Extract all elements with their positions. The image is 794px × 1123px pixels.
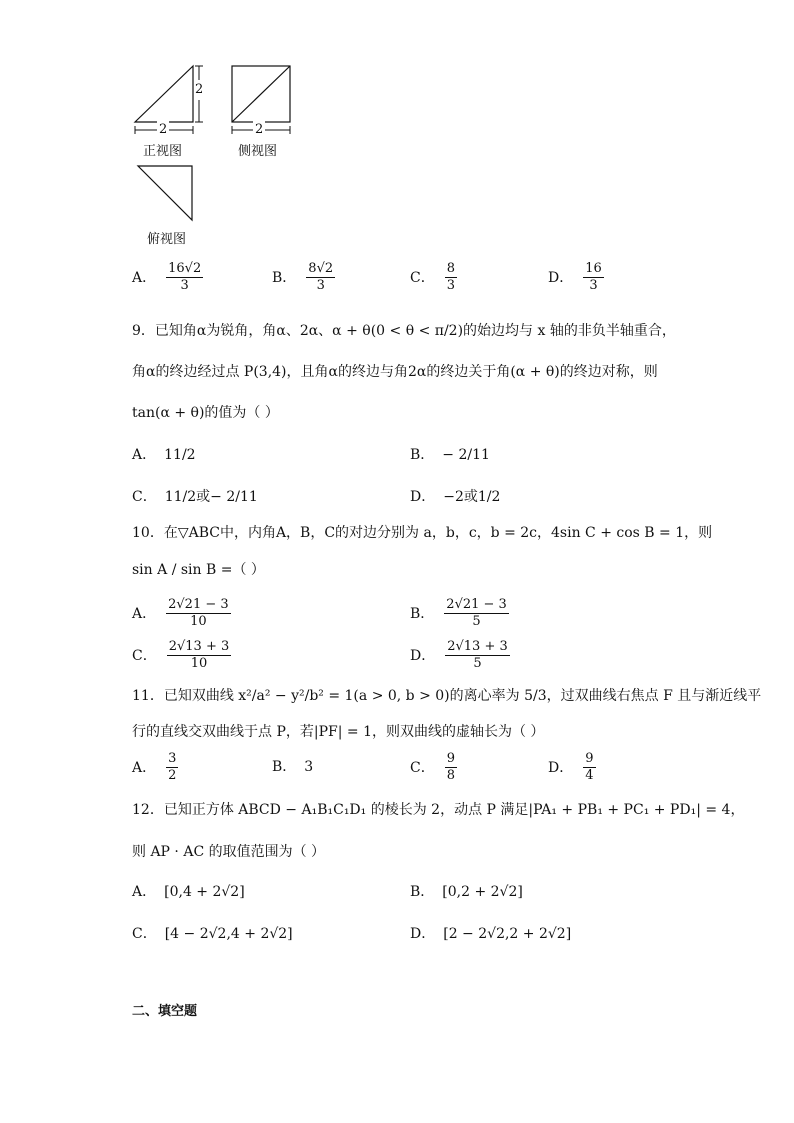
option-text: 11/2 <box>164 447 196 463</box>
q12-option-c[interactable] <box>132 924 293 944</box>
q8-option-a[interactable] <box>132 262 205 293</box>
option-label: C． <box>132 489 157 505</box>
side-view-caption: 侧视图 <box>238 144 278 159</box>
option-label: D． <box>410 926 436 942</box>
option-text: [4 − 2√2,4 + 2√2] <box>164 926 293 942</box>
option-label: B． <box>410 447 435 463</box>
option-text: 11/2或− 2/11 <box>164 489 258 505</box>
q12-option-b[interactable] <box>410 882 523 902</box>
fraction-denominator: 2 <box>168 768 177 783</box>
q9-option-c[interactable] <box>132 487 258 507</box>
option-label: C． <box>410 269 435 286</box>
option-label: D． <box>410 647 436 664</box>
q12-stem-line1: 12．已知正方体 ABCD − A₁B₁C₁D₁ 的棱长为 2，动点 P 满足|PA₁ + PB₁ + PC₁ + PD₁| = 4， <box>132 802 745 818</box>
q11-option-b[interactable] <box>272 757 313 777</box>
q11-option-a[interactable] <box>132 752 180 783</box>
q9-stem-line1: 9．已知角α为锐角，角α、2α、α + θ(0 < θ < π/2)的始边均与 x 轴的非负半轴重合， <box>132 323 676 339</box>
q10-option-b[interactable] <box>410 598 511 629</box>
q8-option-d[interactable] <box>548 262 606 293</box>
q11-stem-line2: 行的直线交双曲线于点 P，若|PF| = 1，则双曲线的虚轴长为（ ） <box>132 724 545 740</box>
option-label: C． <box>132 926 157 942</box>
option-label: A． <box>132 759 157 776</box>
front-view-caption: 正视图 <box>143 144 183 159</box>
option-text: 3 <box>304 759 314 775</box>
q11-stem-line1: 11．已知双曲线 x²/a² − y²/b² = 1(a > 0, b > 0)的离心率为 5/3，过双曲线右焦点 F 且与渐近线平 <box>132 688 762 704</box>
q11-option-c[interactable] <box>410 752 459 783</box>
q9-stem-line3: tan(α + θ)的值为（ ） <box>132 405 279 421</box>
option-label: A． <box>132 884 157 900</box>
fraction-denominator: 10 <box>190 656 208 671</box>
option-label: A． <box>132 605 157 622</box>
q10-option-d[interactable] <box>410 640 512 671</box>
front-view-figure <box>128 60 218 140</box>
q9-option-d[interactable] <box>410 487 500 507</box>
q9-option-b[interactable] <box>410 445 490 465</box>
option-label: D． <box>548 759 574 776</box>
option-label: B． <box>410 605 435 622</box>
front-width-label: 2 <box>157 120 169 140</box>
fraction-denominator: 10 <box>190 614 207 629</box>
option-label: B． <box>272 759 297 775</box>
option-text: − 2/11 <box>442 447 490 463</box>
q11-option-d[interactable] <box>548 752 598 783</box>
fraction-denominator: 8 <box>446 768 455 783</box>
q10-stem-line2: sin A / sin B =（ ） <box>132 562 265 578</box>
option-label: A． <box>132 269 157 286</box>
option-text: [0,4 + 2√2] <box>164 884 245 900</box>
fraction-denominator: 4 <box>585 768 594 783</box>
fraction-numerator: 9 <box>585 751 594 766</box>
option-label: A． <box>132 447 157 463</box>
option-label: C． <box>132 647 157 664</box>
fraction-denominator: 3 <box>180 278 189 293</box>
fraction-denominator: 3 <box>589 278 598 293</box>
option-text: [2 − 2√2,2 + 2√2] <box>443 926 572 942</box>
q12-stem-line2: 则 AP · AC 的取值范围为（ ） <box>132 844 326 860</box>
fraction-numerator: 2√13 + 3 <box>447 639 508 654</box>
fraction-numerator: 2√21 − 3 <box>168 597 229 612</box>
top-view-caption: 俯视图 <box>147 232 187 247</box>
option-label: D． <box>410 489 436 505</box>
q10-option-a[interactable] <box>132 598 233 629</box>
q8-option-c[interactable] <box>410 262 459 293</box>
fraction-numerator: 16 <box>585 261 602 276</box>
option-label: B． <box>272 269 297 286</box>
fraction-numerator: 8√2 <box>308 261 334 276</box>
q12-option-a[interactable] <box>132 882 245 902</box>
fraction-numerator: 9 <box>446 751 455 766</box>
fraction-numerator: 16√2 <box>168 261 202 276</box>
option-label: D． <box>548 269 574 286</box>
fraction-denominator: 3 <box>446 278 455 293</box>
option-text: −2或1/2 <box>443 489 501 505</box>
front-height-label: 2 <box>195 80 203 100</box>
q9-option-a[interactable] <box>132 445 196 465</box>
fraction-denominator: 3 <box>316 278 325 293</box>
fraction-denominator: 5 <box>472 614 481 629</box>
q9-stem-line2: 角α的终边经过点 P(3,4)，且角α的终边与角2α的终边关于角(α + θ)的终边对称，则 <box>132 364 658 380</box>
q10-option-c[interactable] <box>132 640 233 671</box>
q10-stem-line1: 10．在▽ABC中，内角A，B，C的对边分别为 a，b，c，b = 2c，4sin C + cos B = 1，则 <box>132 525 713 541</box>
option-label: B． <box>410 884 435 900</box>
option-text: [0,2 + 2√2] <box>442 884 523 900</box>
fraction-denominator: 5 <box>473 656 482 671</box>
fraction-numerator: 2√21 − 3 <box>446 597 507 612</box>
top-view-figure <box>132 160 198 226</box>
fraction-numerator: 8 <box>446 261 455 276</box>
q8-option-b[interactable] <box>272 262 337 293</box>
option-label: C． <box>410 759 435 776</box>
fraction-numerator: 2√13 + 3 <box>168 639 230 654</box>
fraction-numerator: 3 <box>168 751 177 766</box>
section-heading: 二、填空题 <box>132 1004 198 1019</box>
q12-option-d[interactable] <box>410 924 571 944</box>
side-width-label: 2 <box>253 120 265 140</box>
